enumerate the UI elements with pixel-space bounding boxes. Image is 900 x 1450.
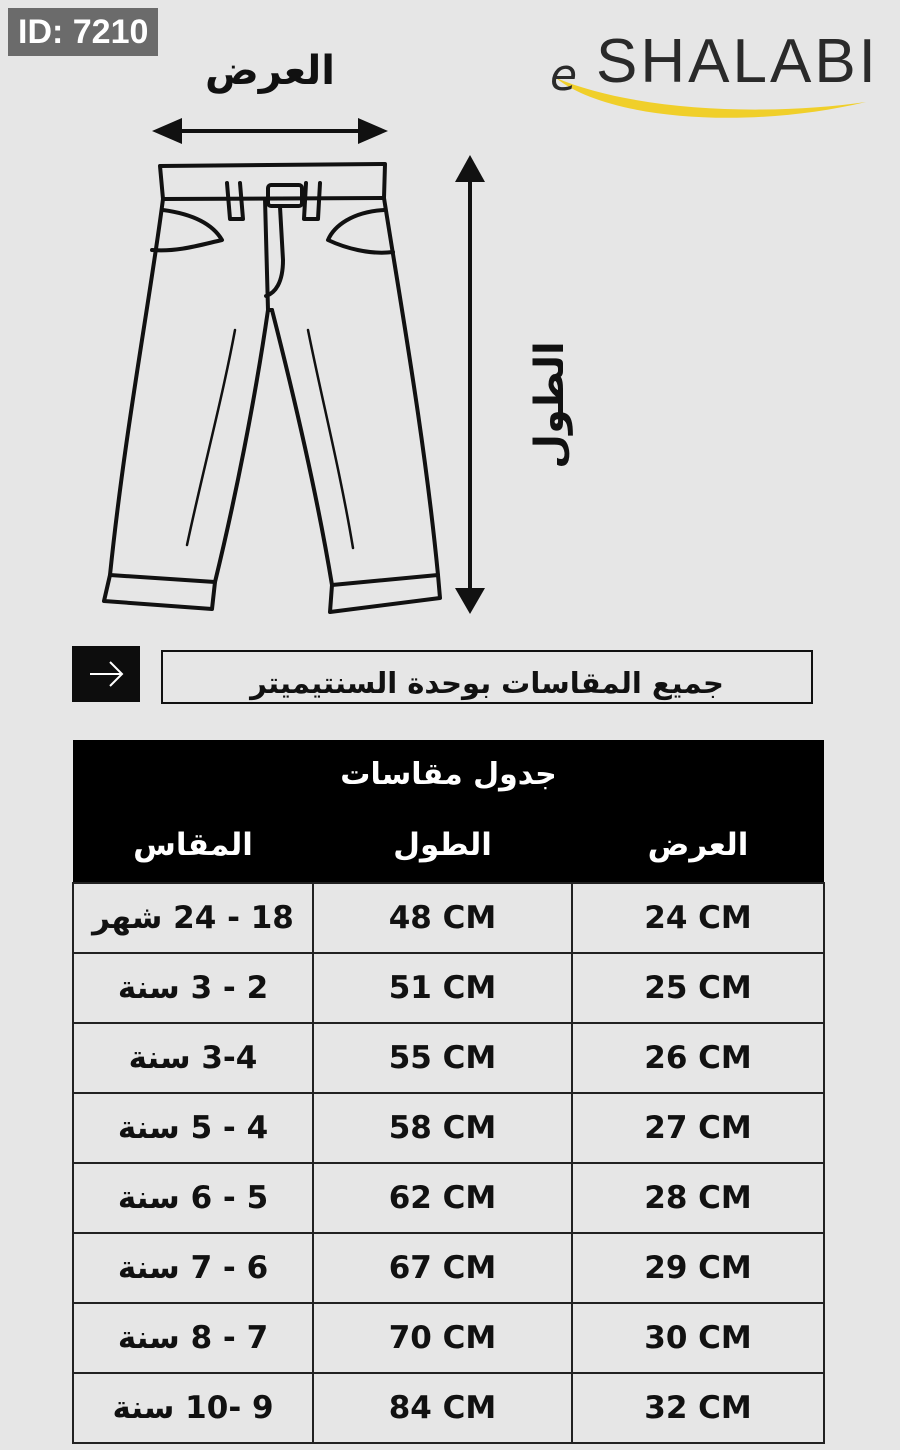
cell-length: 62 CM [313, 1163, 572, 1233]
cell-size: 4 - 5 سنة [73, 1093, 313, 1163]
logo-name: SHALABI [596, 27, 879, 96]
cell-length: 48 CM [313, 883, 572, 953]
id-badge: ID: 7210 [8, 8, 158, 56]
table-row [73, 1093, 824, 1163]
cell-size: 5 - 6 سنة [73, 1163, 313, 1233]
cell-width: 30 CM [572, 1303, 824, 1373]
arrow-right-icon [72, 646, 140, 702]
logo-prefix: e [550, 50, 578, 101]
pants-icon [0, 0, 900, 640]
table-header-row [73, 808, 824, 883]
length-label: الطول [527, 341, 573, 469]
cell-width: 28 CM [572, 1163, 824, 1233]
cell-length: 84 CM [313, 1373, 572, 1443]
cell-size: 7 - 8 سنة [73, 1303, 313, 1373]
cell-size: 3-4 سنة [73, 1023, 313, 1093]
cell-size: 6 - 7 سنة [73, 1233, 313, 1303]
cell-length: 55 CM [313, 1023, 572, 1093]
header-length: الطول [313, 808, 572, 883]
cell-width: 26 CM [572, 1023, 824, 1093]
cell-size: 18 - 24 شهر [73, 883, 313, 953]
table-row [73, 1233, 824, 1303]
cell-width: 32 CM [572, 1373, 824, 1443]
units-note: جميع المقاسات بوحدة السنتيميتر [161, 650, 813, 704]
cell-length: 51 CM [313, 953, 572, 1023]
size-chart-table [72, 740, 825, 1444]
table-row [73, 953, 824, 1023]
width-label: العرض [205, 48, 335, 94]
header-size: المقاس [73, 808, 313, 883]
header-width: العرض [572, 808, 824, 883]
arrow-head-up [455, 155, 485, 182]
cell-width: 25 CM [572, 953, 824, 1023]
table-row [73, 1023, 824, 1093]
arrow-head-right [358, 118, 388, 144]
cell-width: 24 CM [572, 883, 824, 953]
cell-length: 58 CM [313, 1093, 572, 1163]
table-title: جدول مقاسات [73, 740, 824, 808]
cell-width: 29 CM [572, 1233, 824, 1303]
cell-length: 70 CM [313, 1303, 572, 1373]
arrow-head-down [455, 588, 485, 614]
table-row [73, 1303, 824, 1373]
cell-length: 67 CM [313, 1233, 572, 1303]
cell-size: 9 -10 سنة [73, 1373, 313, 1443]
table-row [73, 883, 824, 953]
table-row [73, 1373, 824, 1443]
table-row [73, 1163, 824, 1233]
cell-width: 27 CM [572, 1093, 824, 1163]
table-title-row [73, 740, 824, 808]
cell-size: 2 - 3 سنة [73, 953, 313, 1023]
arrow-head-left [152, 118, 182, 144]
